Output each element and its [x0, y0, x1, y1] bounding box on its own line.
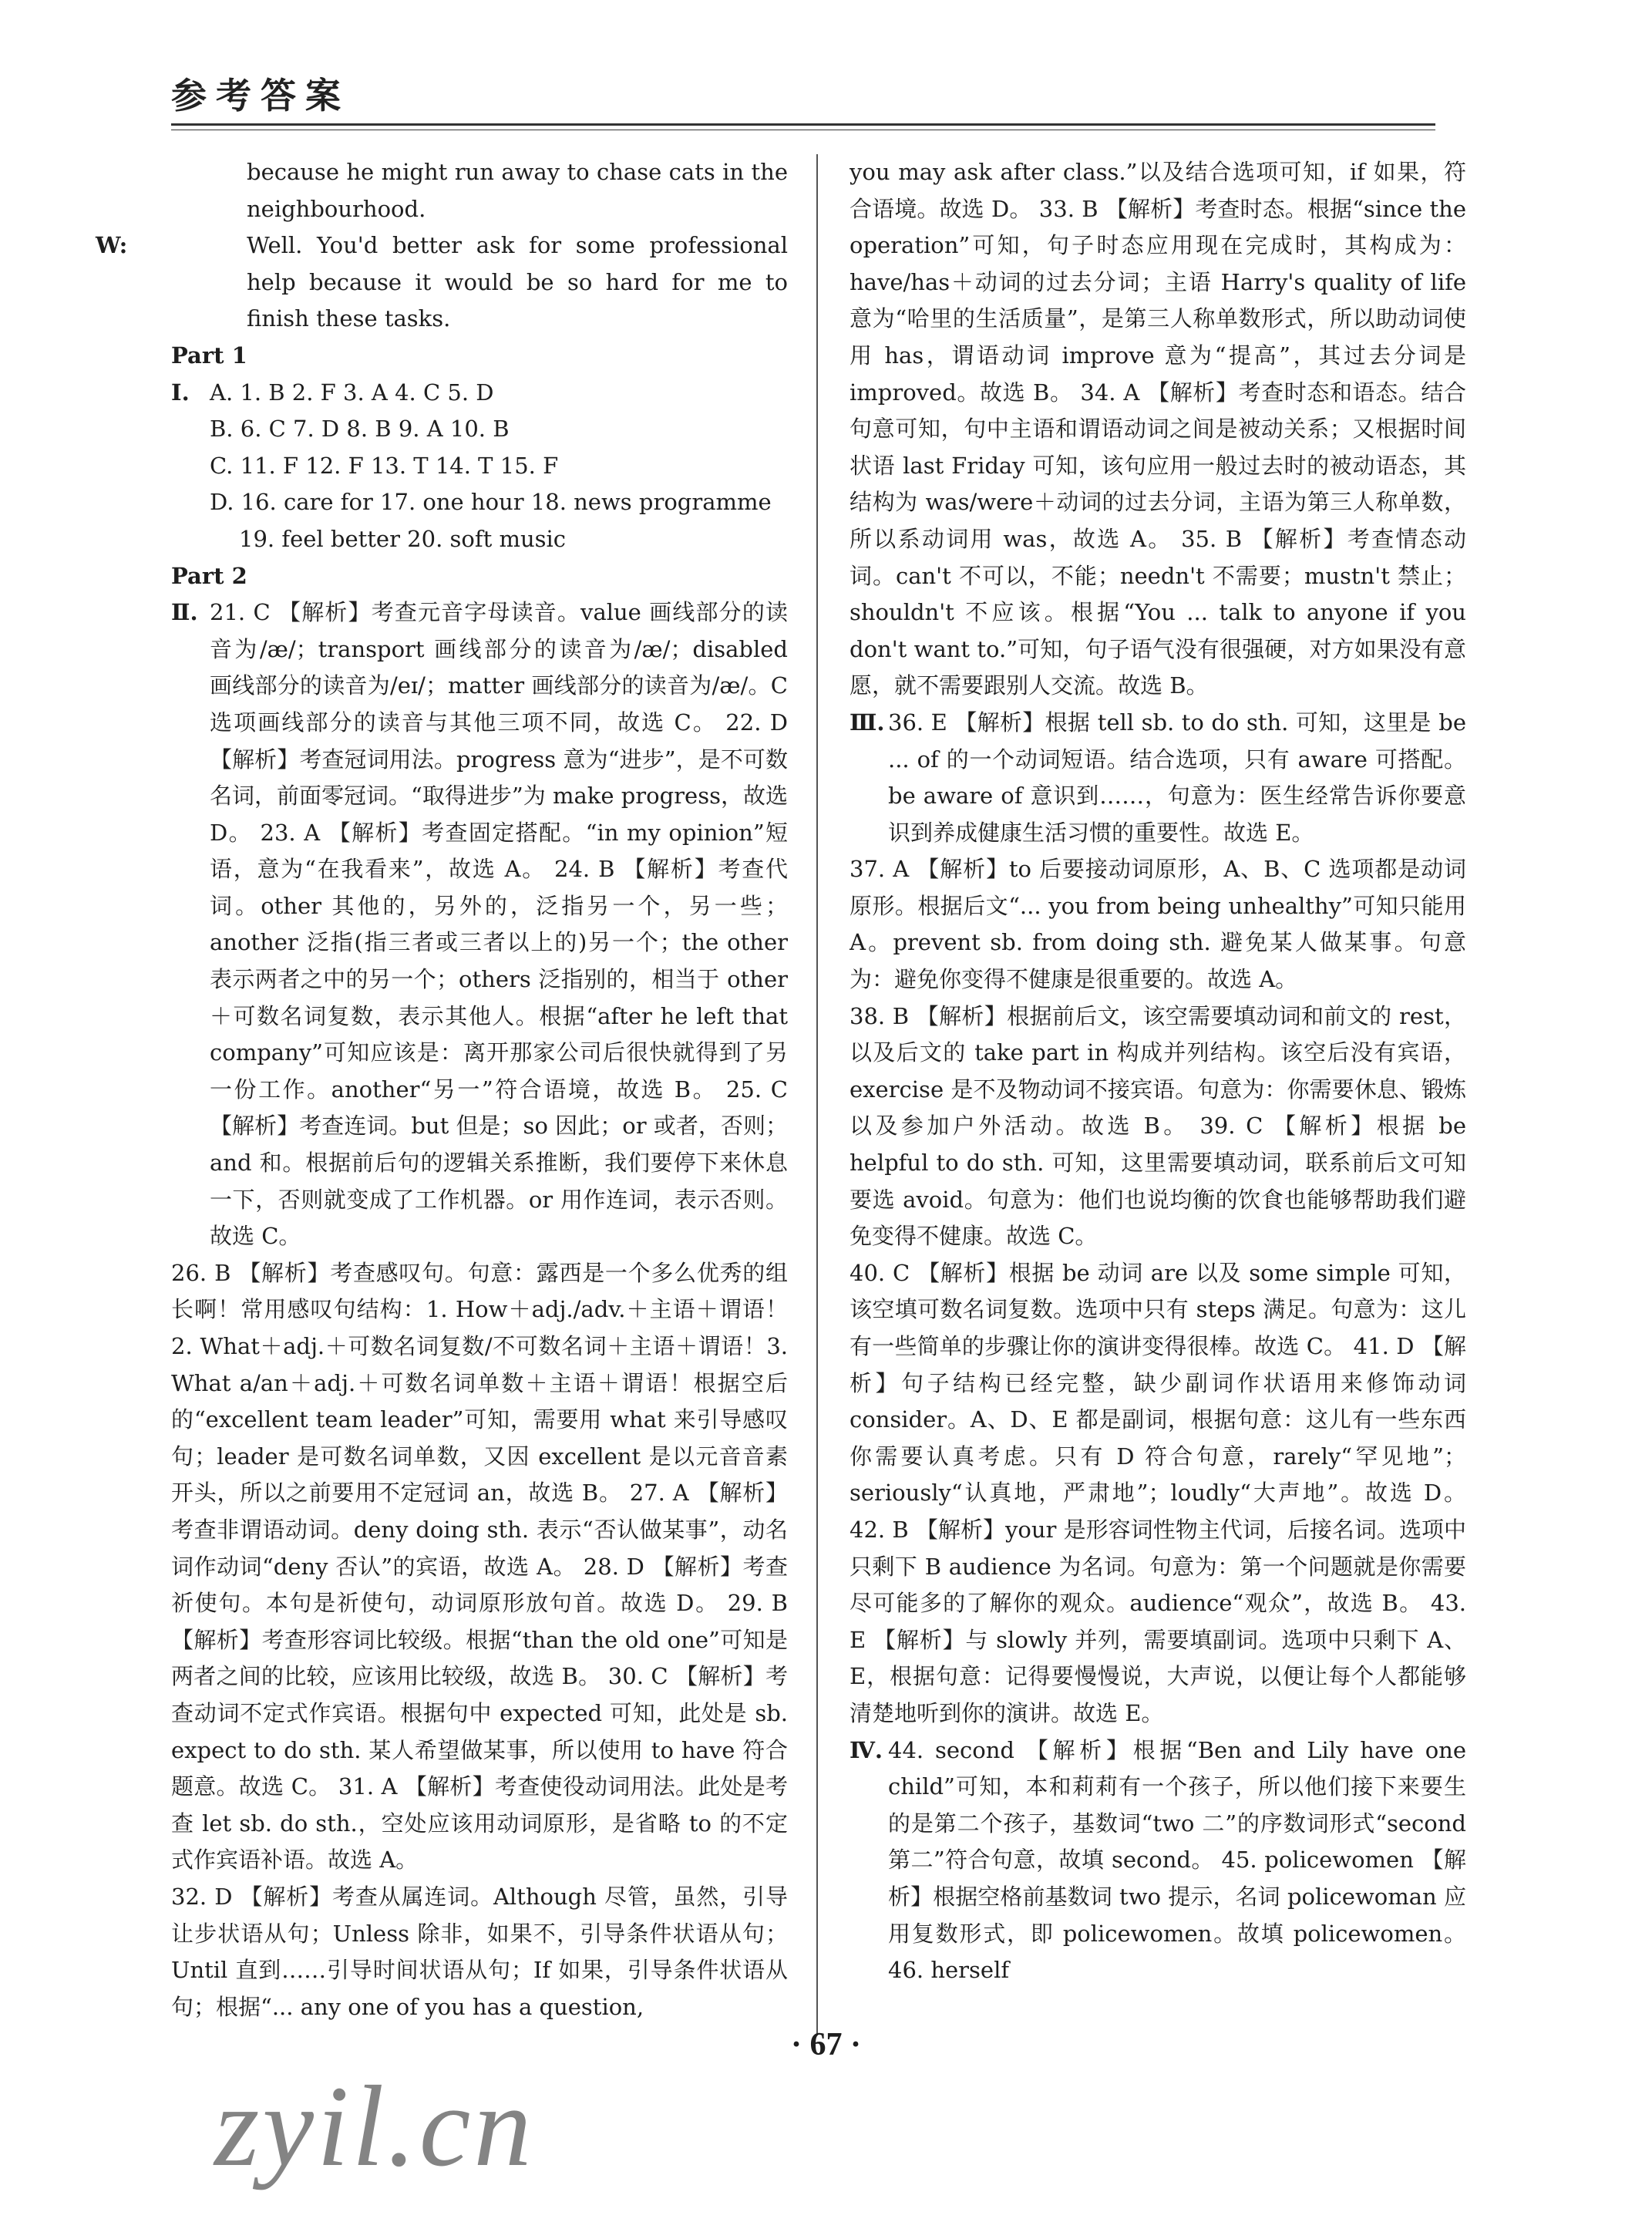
section-number: Ⅳ.: [850, 1736, 883, 1763]
section-3: [850, 705, 1466, 851]
answer-text: A. 1. B 2. F 3. A 4. C 5. D: [210, 379, 494, 406]
answer-text: 44. second 【解析】根据“Ben and Lily have one child”可知，本和莉莉有一个孩子，所以他们接下来要生的是第二个孩子，基数词“two 二”的序数词形式“second 第二”符合句意，故填 second。 45. policewomen 【解析】根据空格前基数词 two 提示，名词 policewoman 应用复数形式，即 policewomen。故填 policewomen。 46. herself: [888, 1736, 1466, 1984]
section-number: Ⅰ.: [171, 379, 190, 406]
answer-paragraph: 26. B 【解析】考查感叹句。句意：露西是一个多么优秀的组长啊！常用感叹句结构：1. How＋adj./adv.＋主语＋谓语！2. What＋adj.＋可数名词复数/不可数名词＋主语＋谓语！3. What a/an＋adj.＋可数名词单数＋主语＋谓语！根据空后的“excellent team leader”可知，需要用 what 来引导感叹句；leader 是可数名词单数，又因 excellent 是以元音音素开头，所以之前要用不定冠词 an，故选 B。 27. A 【解析】考查非谓语动词。deny doing sth. 表示“否认做某事”，动名词作动词“deny 否认”的宾语，故选 A。 28. D 【解析】考查祈使句。本句是祈使句，动词原形放句首。故选 D。 29. B 【解析】考查形容词比较级。根据“than the old one”可知是两者之间的比较，应该用比较级，故选 B。 30. C 【解析】考查动词不定式作宾语。根据句中 expected 可知，此处是 sb. expect to do sth. 某人希望做某事，所以使用 to have 符合题意。故选 C。 31. A 【解析】考查使役动词用法。此处是考查 let sb. do sth.，空处应该用动词原形，是省略 to 的不定式作宾语补语。故选 A。: [171, 1259, 788, 1874]
answer-paragraph: [171, 594, 788, 1255]
part2-heading: Part 2: [171, 562, 247, 589]
section-4: [850, 1732, 1466, 1989]
answer-paragraph: [850, 1732, 1466, 1989]
answer-text: 21. C 【解析】考查元音字母读音。value 画线部分的读音为/æ/；transport 画线部分的读音为/æ/；disabled 画线部分的读音为/eɪ/；matter 画线部分的读音为/æ/。C 选项画线部分的读音与其他三项不同，故选 C。 22. D 【解析】考查冠词用法。progress 意为“进步”，是不可数名词，前面零冠词。“取得进步”为 make progress，故选 D。 23. A 【解析】考查固定搭配。“in my opinion”短语，意为“在我看来”，故选 A。 24. B 【解析】考查代词。other 其他的，另外的，泛指另一个，另一些；another 泛指(指三者或三者以上的)另一个；the other 表示两者之中的另一个；others 泛指别的，相当于 other＋可数名词复数，表示其他人。根据“after he left that company”可知应该是：离开那家公司后很快就得到了另一份工作。another“另一”符合语境，故选 B。 25. C 【解析】考查连词。but 但是；so 因此；or 或者，否则；and 和。根据前后句的逻辑关系推断，我们要停下来休息一下，否则就变成了工作机器。or 用作连词，表示否则。故选 C。: [210, 599, 788, 1250]
answer-line: [171, 484, 788, 521]
dialogue-line: because he might run away to chase cats in the neighbourhood.: [247, 159, 788, 222]
answer-paragraph: 38. B 【解析】根据前后文，该空需要填动词和前文的 rest，以及后文的 take part in 构成并列结构。该空后没有宾语，exercise 是不及物动词不接宾语。句意为：你需要休息、锻炼以及参加户外活动。故选 B。 39. C 【解析】根据 be helpful to do sth. 可知，这里需要填动词，联系前后文可知要选 avoid。句意为：他们也说均衡的饮食也能够帮助我们避免变得不健康。故选 C。: [850, 1002, 1466, 1250]
answer-text: 36. E 【解析】根据 tell sb. to do sth. 可知，这里是 be ... of 的一个动词短语。结合选项，只有 aware 可搭配。be aware of 意识到……，句意为：医生经常告诉你要意识到养成健康生活习惯的重要性。故选 E。: [888, 709, 1466, 846]
speaker-label: W:: [96, 232, 128, 259]
answer-paragraph: you may ask after class.”以及结合选项可知，if 如果，符合语境。故选 D。 33. B 【解析】考查时态。根据“since the operation”可知，句子时态应用现在完成时，其构成为：have/has＋动词的过去分词；主语 Harry's quality of life 意为“哈里的生活质量”，是第三人称单数形式，所以助动词使用 has，谓语动词 improve 意为“提高”，其过去分词是 improved。故选 B。 34. A 【解析】考查时态和语态。结合句意可知，句中主语和谓语动词之间是被动关系；又根据时间状语 last Friday 可知，该句应用一般过去时的被动语态，其结构为 was/were＋动词的过去分词，主语为第三人称单数，所以系动词用 was，故选 A。 35. B 【解析】考查情态动词。can't 不可以，不能；needn't 不需要；mustn't 禁止；shouldn't 不应该。根据“You ... talk to anyone if you don't want to.”可知，句子语气没有很强硬，对方如果没有意愿，就不需要跟别人交流。故选 B。: [850, 159, 1466, 699]
part1-heading: Part 1: [171, 342, 247, 369]
watermark-logo: zyil.cn: [214, 2062, 535, 2190]
answer-line: [171, 411, 788, 448]
right-column: [850, 154, 1466, 1989]
answer-line: 19. feel better 20. soft music: [239, 525, 567, 552]
dialogue-line: [96, 227, 788, 338]
section-2: [171, 594, 788, 1255]
answer-text: C. 11. F 12. F 13. T 14. T 15. F: [210, 452, 559, 479]
answer-text: D. 16. care for 17. one hour 18. news programme: [210, 489, 772, 516]
section-number: Ⅱ.: [171, 599, 198, 626]
left-column: [96, 154, 788, 2025]
page-header-title: 参考答案: [171, 75, 350, 116]
answer-paragraph: 40. C 【解析】根据 be 动词 are 以及 some simple 可知，该空填可数名词复数。选项中只有 steps 满足。句意为：这儿有一些简单的步骤让你的演讲变得很棒。故选 C。 41. D 【解析】句子结构已经完整，缺少副词作状语用来修饰动词 consider。A、D、E 都是副词，根据句意：这儿有一些东西你需要认真考虑。只有 D 符合句意，rarely“罕见地”；seriously“认真地，严肃地”；loudly“大声地”。故选 D。 42. B 【解析】your 是形容词性物主代词，后接名词。选项中只剩下 B audience 为名词。句意为：第一个问题就是你需要尽可能多的了解你的观众。audience“观众”，故选 B。 43. E 【解析】与 slowly 并列，需要填副词。选项中只剩下 A、E，根据句意：记得要慢慢说，大声说，以便让每个人都能够清楚地听到你的演讲。故选 E。: [850, 1259, 1466, 1726]
section-number: Ⅲ.: [850, 709, 885, 736]
answer-line: [171, 448, 788, 485]
page-number: · 67 ·: [790, 2027, 861, 2062]
answer-paragraph: [850, 705, 1466, 851]
answer-text: B. 6. C 7. D 8. B 9. A 10. B: [210, 416, 510, 443]
answer-line: [171, 375, 788, 412]
part1-answers: [171, 375, 788, 521]
dialogue-text: Well. You'd better ask for some professional help because it would be so hard for me to finish these tasks.: [247, 232, 788, 332]
answer-paragraph: 37. A 【解析】to 后要接动词原形，A、B、C 选项都是动词原形。根据后文“... you from being unhealthy”可知只能用 A。prevent sb. from doing sth. 避免某人做某事。句意为：避免你变得不健康是很重要的。故选 A。: [850, 856, 1466, 993]
answer-paragraph: 32. D 【解析】考查从属连词。Although 尽管，虽然，引导让步状语从句；Unless 除非，如果不，引导条件状语从句；Until 直到……引导时间状语从句；If 如果，引导条件状语从句；根据“... any one of you has a question,: [171, 1883, 788, 2020]
header-rule-thick: [171, 123, 1435, 126]
column-divider: [816, 154, 818, 2035]
